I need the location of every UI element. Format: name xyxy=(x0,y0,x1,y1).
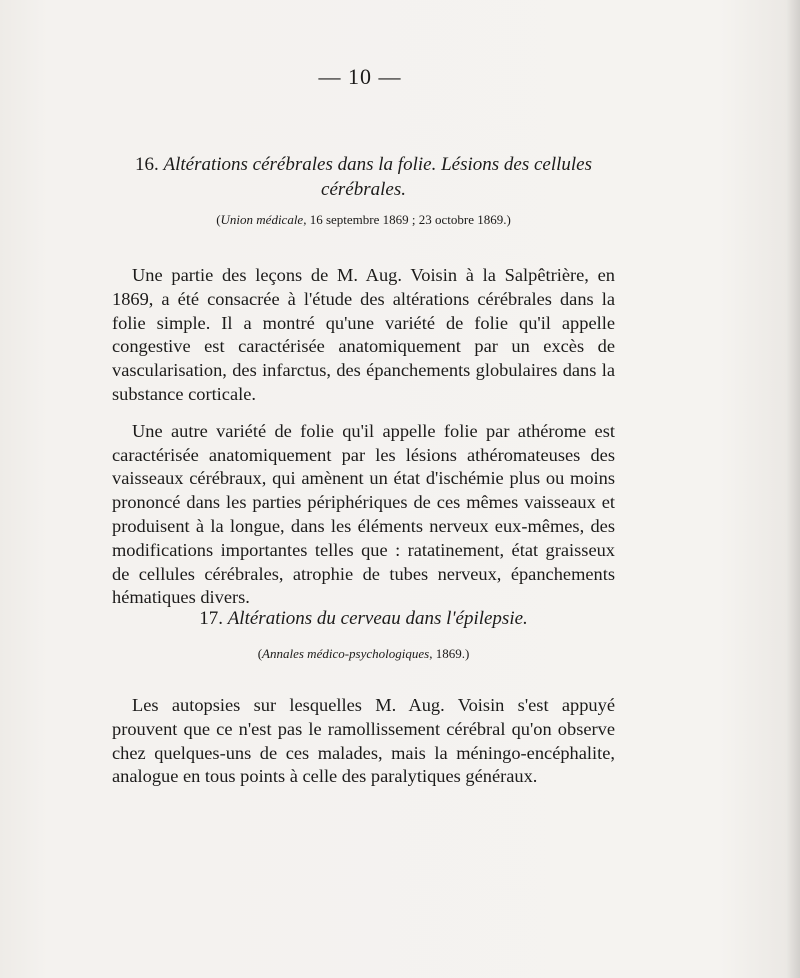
section-source xyxy=(112,212,615,228)
source-open: ( xyxy=(257,646,263,661)
paragraph: Une autre variété de folie qu'il appelle folie par athérome est caractérisée anatomiquement par les lésions athéromateuses des vaisseaux cérébraux, qui amènent un état d'ischémie plus ou moins prononcé dans les parties périphériques de ces mêmes vaisseaux et produisent à la longue, dans les éléments nerveux eux-mêmes, des modifications importantes telles que : ratatinement, état graisseux de cellules cérébrales, atrophie de tubes nerveux, épanchements hématiques divers. xyxy=(112,420,615,608)
section-number: 16. xyxy=(134,154,159,175)
section-16-body xyxy=(112,264,615,610)
paragraph: Les autopsies sur lesquelles M. Aug. Voisin s'est appuyé prouvent que ce n'est pas le ramollissement cérébral qu'on observe chez quelques-uns de ces malades, mais la méningo-encéphalite, analogue en tous points à celle des paralytiques généraux. xyxy=(112,695,615,787)
source-journal: Union médicale xyxy=(220,212,304,227)
section-17-body xyxy=(112,694,615,789)
source-date: , 16 septembre 1869 ; 23 octobre 1869.) xyxy=(303,212,511,227)
source-date: , 1869.) xyxy=(429,646,470,661)
section-number: 17. xyxy=(199,608,223,629)
source-journal: Annales médico-psychologiques xyxy=(262,646,430,661)
section-heading xyxy=(112,152,615,202)
section-heading xyxy=(112,606,615,631)
page-number: — 10 — xyxy=(318,64,402,89)
section-17-heading-block xyxy=(112,606,615,662)
section-title: Altérations du cerveau dans l'épilepsie. xyxy=(227,608,528,629)
section-title: Altérations cérébrales dans la folie. Lésions des cellules cérébrales. xyxy=(163,154,592,200)
paragraph: Une partie des leçons de M. Aug. Voisin à la Salpêtrière, en 1869, a été consacrée à l'étude des altérations cérébrales dans la folie simple. Il a montré qu'une variété de folie qu'il appelle congestive est caractérisée anatomiquement par un excès de vascularisation, des infarctus, des épanchements globulaires dans la substance corticale. xyxy=(112,265,615,404)
section-16-heading-block xyxy=(112,152,615,228)
page-edge-shadow xyxy=(786,0,800,978)
source-open: ( xyxy=(216,212,221,227)
section-source xyxy=(112,646,615,662)
